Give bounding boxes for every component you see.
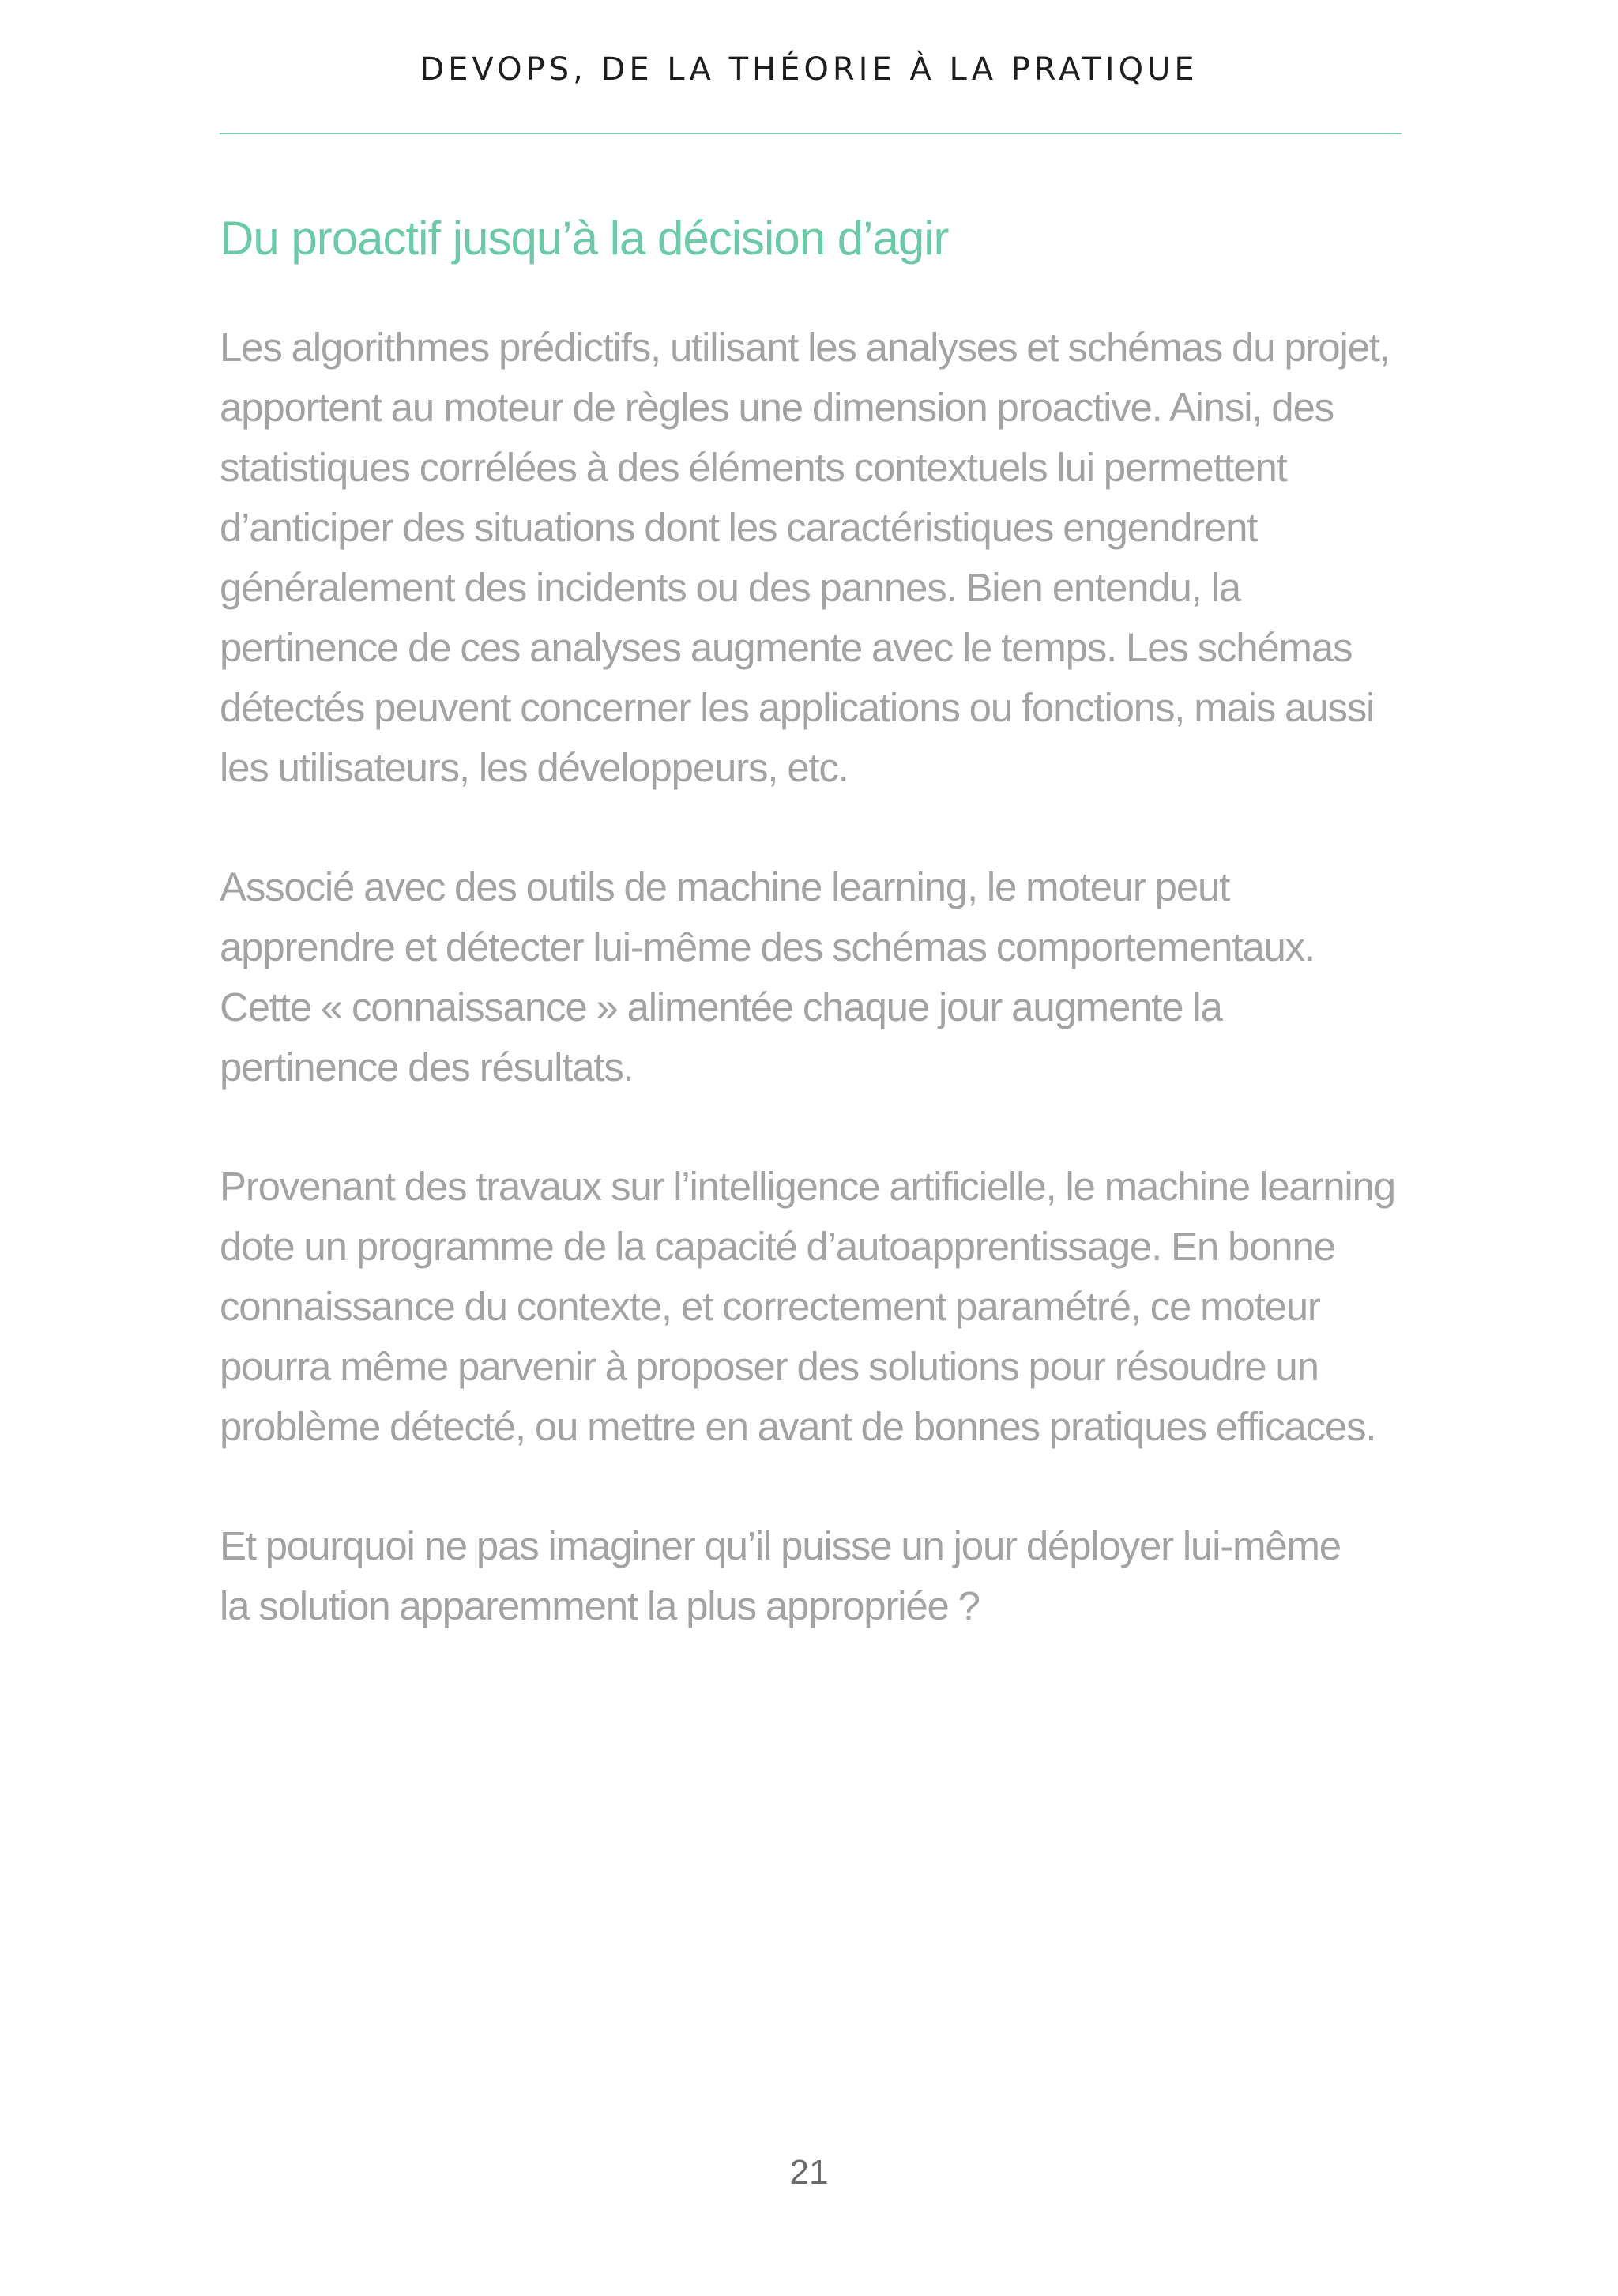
paragraph-line: pourra même parvenir à proposer des solutions pour résoudre un bbox=[220, 1344, 1319, 1389]
section-title: Du proactif jusqu’à la décision d’agir bbox=[220, 212, 949, 265]
paragraph-line: la solution apparemment la plus appropriée ? bbox=[220, 1583, 980, 1628]
main-content bbox=[220, 207, 1436, 1696]
paragraph-line: Les algorithmes prédictifs, utilisant les analyses et schémas du projet, bbox=[220, 325, 1390, 370]
header-divider bbox=[220, 133, 1402, 134]
paragraph-line: pertinence des résultats. bbox=[220, 1044, 634, 1090]
paragraph-3 bbox=[220, 1157, 1436, 1457]
paragraph-line: d’anticiper des situations dont les caractéristiques engendrent bbox=[220, 505, 1258, 550]
paragraph-2 bbox=[220, 857, 1436, 1097]
paragraph-line: Et pourquoi ne pas imaginer qu’il puisse un jour déployer lui-même bbox=[220, 1523, 1341, 1568]
paragraph-line: connaissance du contexte, et correctement paramétré, ce moteur bbox=[220, 1284, 1320, 1329]
paragraph-line: les utilisateurs, les développeurs, etc. bbox=[220, 745, 849, 790]
paragraph-line: statistiques corrélées à des éléments contextuels lui permettent bbox=[220, 445, 1287, 490]
paragraph-line: généralement des incidents ou des pannes. Bien entendu, la bbox=[220, 565, 1240, 610]
paragraph-line: apprendre et détecter lui-même des schémas comportementaux. bbox=[220, 924, 1315, 969]
paragraph-4 bbox=[220, 1516, 1436, 1636]
running-header: DEVOPS, DE LA THÉORIE À LA PRATIQUE bbox=[420, 51, 1198, 88]
paragraph-line: Cette « connaissance » alimentée chaque jour augmente la bbox=[220, 984, 1222, 1029]
paragraph-line: apportent au moteur de règles une dimension proactive. Ainsi, des bbox=[220, 385, 1334, 430]
paragraph-1 bbox=[220, 318, 1436, 798]
paragraph-line: Provenant des travaux sur l’intelligence artificielle, le machine learning bbox=[220, 1164, 1395, 1209]
paragraph-line: problème détecté, ou mettre en avant de bonnes pratiques efficaces. bbox=[220, 1404, 1376, 1449]
paragraph-line: dote un programme de la capacité d’autoapprentissage. En bonne bbox=[220, 1224, 1335, 1269]
paragraph-line: détectés peuvent concerner les applications ou fonctions, mais aussi bbox=[220, 685, 1375, 730]
paragraph-line: Associé avec des outils de machine learning, le moteur peut bbox=[220, 864, 1230, 909]
page-number: 21 bbox=[789, 2153, 829, 2192]
paragraph-line: pertinence de ces analyses augmente avec le temps. Les schémas bbox=[220, 625, 1353, 670]
